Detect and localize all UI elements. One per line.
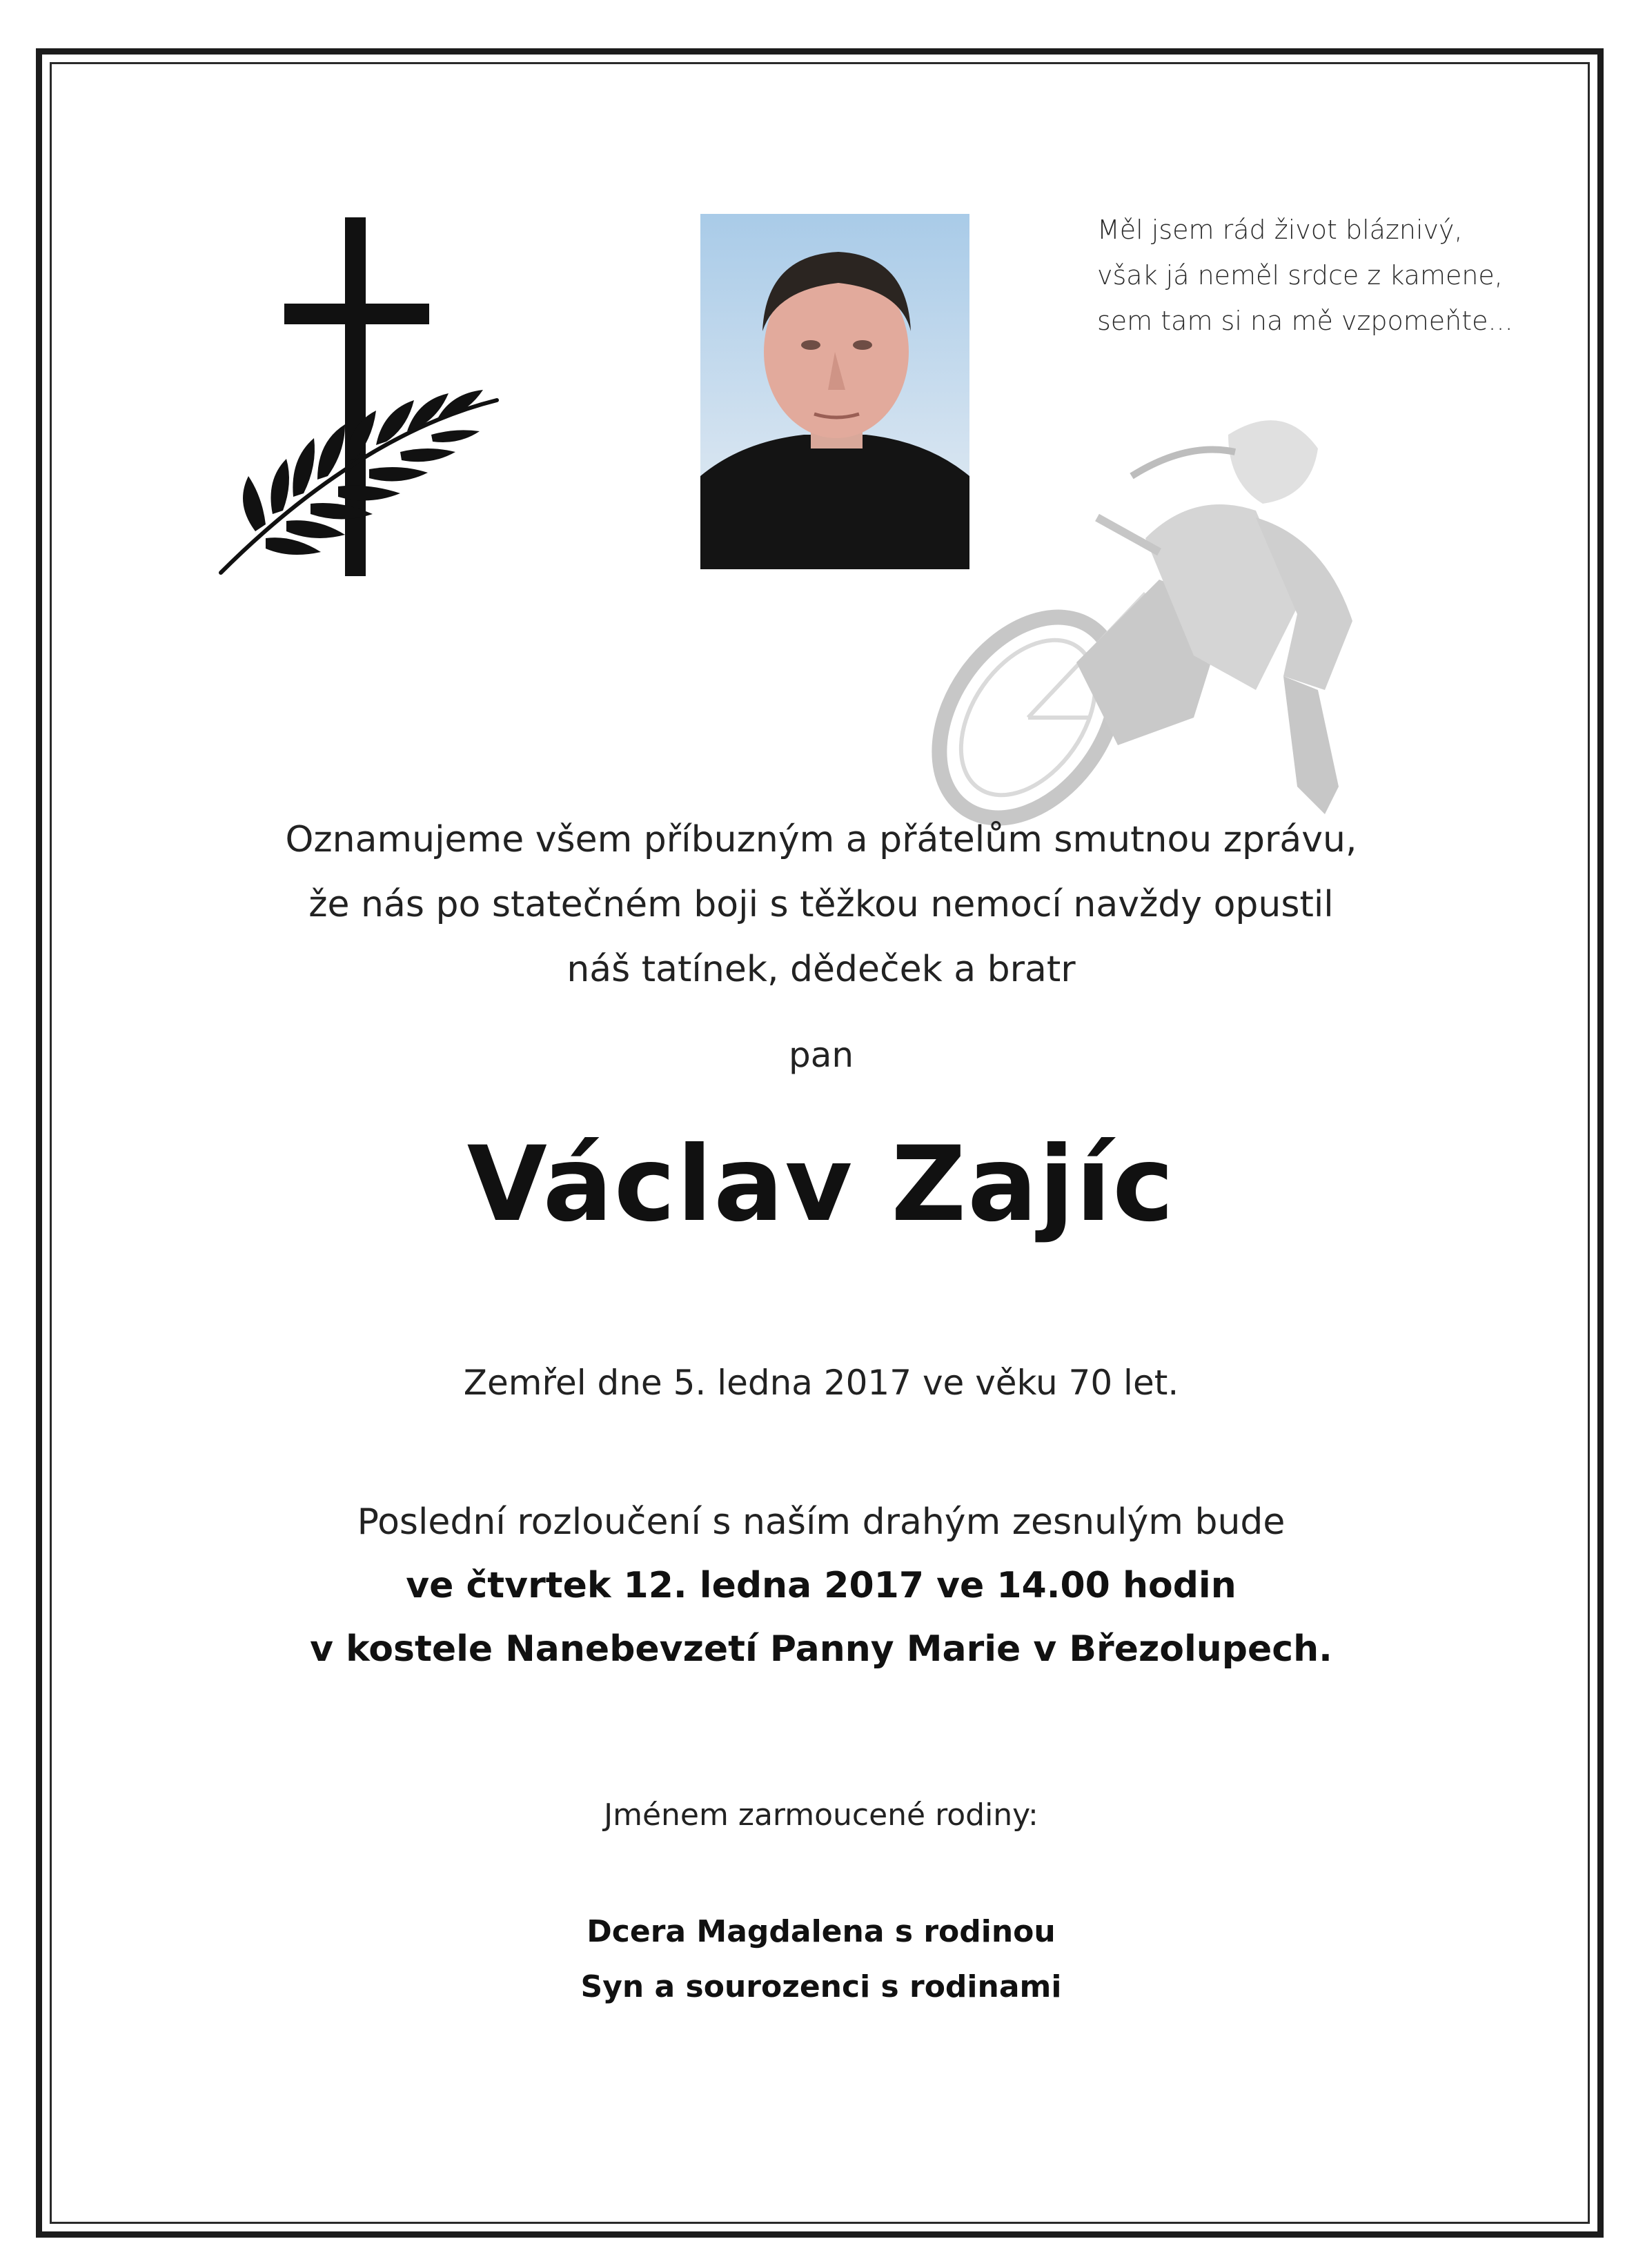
cross-icon (207, 207, 524, 593)
family-list (207, 1904, 1435, 2015)
farewell-time: ve čtvrtek 12. ledna 2017 ve 14.00 hodin (406, 1565, 1237, 1606)
announcement-line: že nás po statečném boji s těžkou nemocí navždy opustil (308, 884, 1334, 925)
death-date-line: Zemřel dne 5. ledna 2017 ve věku 70 let. (463, 1363, 1179, 1403)
announcement-line: Oznamujeme všem příbuzným a přátelům smutnou zprávu, (285, 819, 1357, 860)
farewell-intro: Poslední rozloučení s naším drahým zesnulým bude (357, 1501, 1286, 1543)
farewell-place: v kostele Nanebevzetí Panny Marie v Březolupech. (310, 1628, 1332, 1670)
family-member: Syn a sourozenci s rodinami (580, 1969, 1062, 2004)
poem-line: sem tam si na mě vzpomeňte... (1097, 306, 1513, 336)
title-prefix: pan (788, 1035, 854, 1075)
motorcycle-rider-image (869, 331, 1421, 828)
announcement-line: náš tatínek, dědeček a bratr (567, 949, 1076, 990)
family-header: Jménem zarmoucené rodiny: (604, 1797, 1038, 1833)
poem-line: však já neměl srdce z kamene, (1097, 260, 1503, 290)
poem (1097, 207, 1580, 344)
deceased-name: Václav Zajíc (466, 1125, 1176, 1245)
announcement (207, 807, 1435, 1002)
farewell-info (207, 1490, 1435, 1681)
family-member: Dcera Magdalena s rodinou (587, 1914, 1056, 1949)
poem-line: Měl jsem rád život bláznivý, (1097, 215, 1463, 245)
